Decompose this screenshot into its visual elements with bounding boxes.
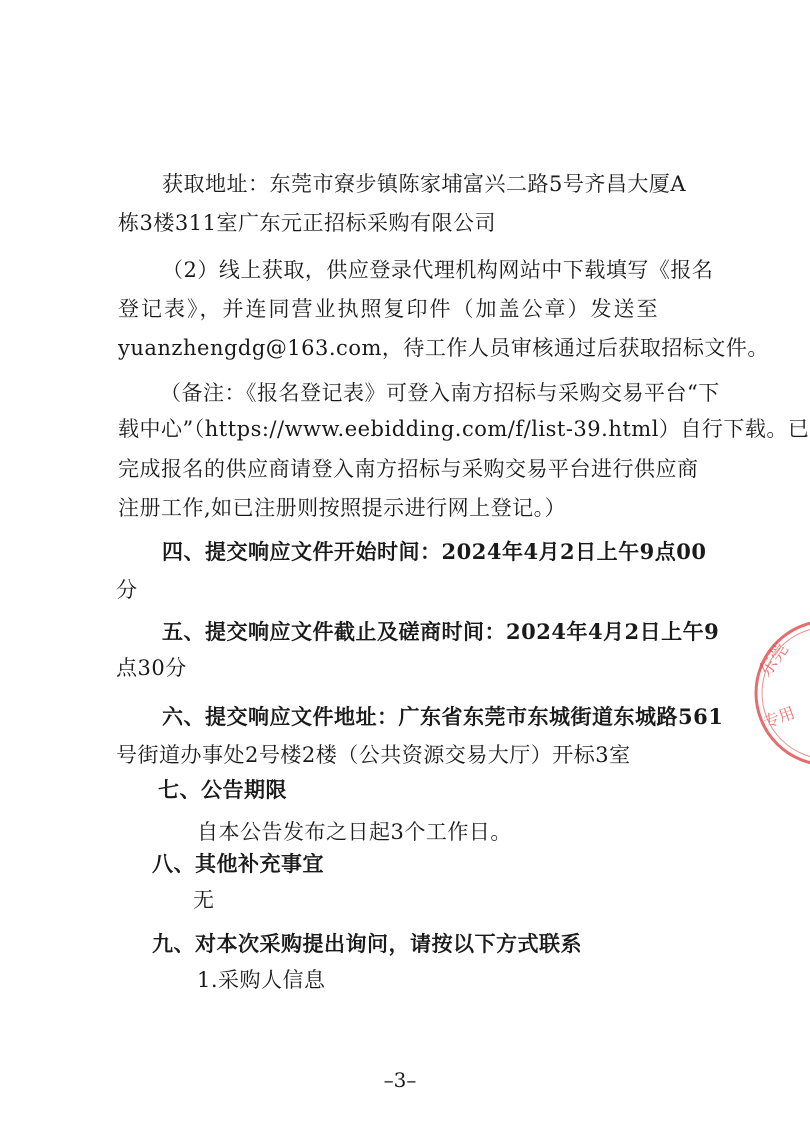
section-heading: 九、对本次采购提出询问，请按以下方式联系: [152, 931, 582, 956]
paragraph-line: 栋3楼311室广东元正招标采购有限公司: [118, 211, 496, 235]
paragraph-line: 获取地址：东莞市寮步镇陈家埔富兴二路5号齐昌大厦A: [162, 172, 687, 196]
paragraph-line: yuanzhengdg@163.com，待工作人员审核通过后获取招标文件。: [118, 336, 769, 360]
paragraph-line: 点30分: [116, 656, 187, 680]
section-heading: 五、提交响应文件截止及磋商时间：2024年4月2日上午9: [162, 619, 720, 644]
paragraph-line: 完成报名的供应商请登入南方招标与采购交易平台进行供应商: [118, 457, 699, 481]
section-heading: 六、提交响应文件地址：广东省东莞市东城街道东城路561: [162, 704, 724, 729]
section-heading: 七、公告期限: [158, 777, 287, 802]
page-number: –3–: [383, 1068, 417, 1092]
seal-stamp-icon: [728, 618, 810, 768]
paragraph-line: （备注：《报名登记表》可登入南方招标与采购交易平台“下: [160, 381, 720, 405]
section-heading: 四、提交响应文件开始时间：2024年4月2日上午9点00: [162, 539, 707, 564]
paragraph-line: 无: [193, 888, 215, 912]
paragraph-line: 注册工作,如已注册则按照提示进行网上登记。）: [118, 496, 567, 520]
paragraph-line: 分: [116, 578, 138, 602]
paragraph-line: 载中心”（https://www.eebidding.com/f/list-39.html）自行下载。已: [118, 417, 810, 441]
svg-text:东莞: 东莞: [754, 639, 793, 681]
svg-text:专用: 专用: [760, 702, 798, 732]
paragraph-line: 登记表》，并连同营业执照复印件（加盖公章）发送至: [118, 297, 660, 321]
paragraph-line: （2）线上获取，供应登录代理机构网站中下载填写《报名: [162, 258, 714, 282]
paragraph-line: 号街道办事处2号楼2楼（公共资源交易大厅）开标3室: [116, 743, 631, 767]
section-heading: 八、其他补充事宜: [152, 851, 324, 876]
paragraph-line: 1.采购人信息: [197, 968, 326, 992]
paragraph-line: 自本公告发布之日起3个工作日。: [197, 820, 512, 844]
